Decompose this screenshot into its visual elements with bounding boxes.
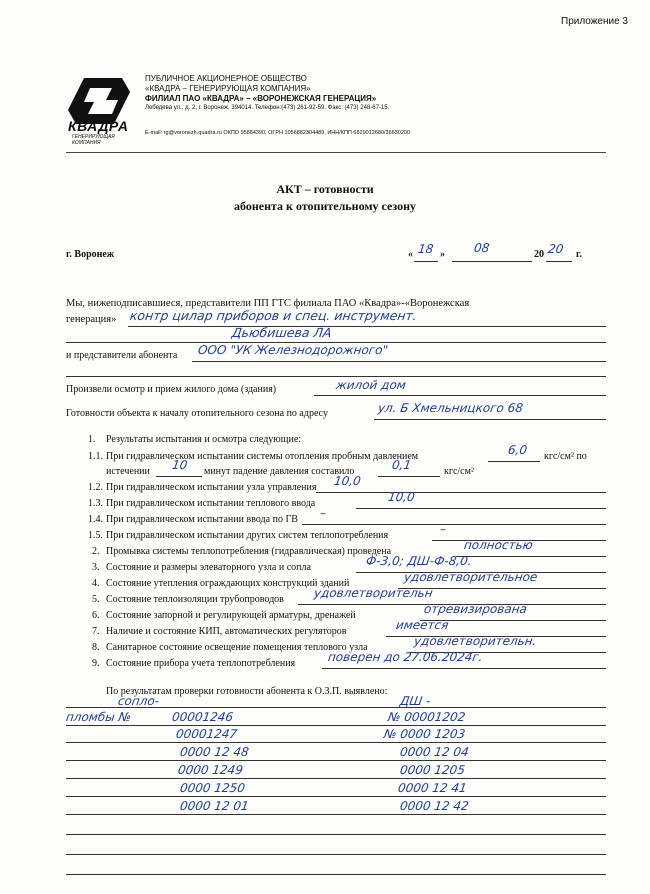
item-7-num: 7. [92,626,100,637]
seal-right-5: 0000 12 41 [397,781,468,795]
appendix-label: Приложение 3 [561,16,628,27]
item-1-5-num: 1.5. [88,530,103,541]
item-8-num: 8. [92,642,100,653]
item-1-4-num: 1.4. [88,514,103,525]
item-1-1b-hw-b: 0,1 [391,458,413,472]
item-1-1b-line-b [378,476,440,477]
date-close: » [440,249,445,260]
item-3-hw: Ф-3,0; ДШ-Ф-8,0. [365,554,473,568]
item-5-num: 5. [92,594,100,605]
intro-line-5 [314,395,606,396]
item-3-num: 3. [92,562,100,573]
item-6-hw: отревизирована [423,602,528,616]
findings-line-1 [66,725,606,726]
item-1-5-text: При гидравлическом испытании других систем теплопотребления [106,530,389,541]
org-line-3: ФИЛИАЛ ПАО «КВАДРА» – «ВОРОНЕЖСКАЯ ГЕНЕРАЦИЯ» [145,94,377,103]
header-divider [66,152,606,153]
date-suffix: г. [576,249,582,260]
item-3-text: Состояние и размеры элеваторного узла и сопла [106,562,311,573]
findings-line-3 [66,760,606,761]
date-open: « [408,249,413,260]
seal-left-6: 0000 12 01 [179,799,250,813]
intro-hw-4: жилой дом [335,378,407,392]
intro-text-2: генерация» [66,314,117,325]
findings-line-4 [66,778,606,779]
item-9-text: Состояние прибора учета теплопотребления [106,658,296,669]
findings-line-0 [66,707,606,708]
intro-line-4 [66,376,606,377]
seal-right-4: 0000 1205 [399,763,466,777]
findings-line-8 [66,854,606,855]
doc-title: АКТ – готовности [276,182,374,196]
findings-line-5 [66,796,606,797]
org-line-2: «КВАДРА – ГЕНЕРИРУЮЩАЯ КОМПАНИЯ» [145,84,311,93]
seal-left-1: 00001246 [171,710,235,724]
item-1-1-unit: кгс/см² по [544,451,587,462]
intro-line-3 [192,361,606,362]
item-1-4-hw: – [319,506,327,520]
item-1-text: Результаты испытания и осмотра следующие: [106,434,302,445]
logo-word: КВАДРА [68,118,129,134]
intro-text-1: Мы, нижеподписавшиеся, представители ПП ГТС филиала ПАО «Квадра»-«Воронежская [66,298,470,309]
findings-line-6 [66,814,606,815]
item-5-text: Состояние теплоизоляции трубопроводов [106,594,284,605]
intro-hw-1: контр цилар приборов и спец. инструмент. [128,308,418,323]
item-7-hw: имеется [395,618,450,632]
item-1-3-hw: 10,0 [387,490,416,504]
item-1-1b-text: истечении [106,466,150,477]
item-1-2-hw: 10,0 [333,474,362,488]
item-1-1b-unit: кгс/см² [444,466,474,477]
item-7-text: Наличие и состояние КИП, автоматических регуляторов [106,626,347,637]
item-4-text: Состояние утепления ограждающих конструкций зданий [106,578,350,589]
item-8-hw: удовлетворительн. [413,634,538,648]
intro-hw-3: ООО "УК Железнодорожного" [197,343,389,357]
doc-subtitle: абонента к отопительному сезону [234,199,416,213]
item-1-1-line [488,461,540,462]
seal-right-1: № 00001202 [387,710,467,724]
org-address: Лебедева ул., д. 2, г. Воронеж, 394014. Телефон:(473) 261-92-59. Факс: (473) 248-67-15. [145,105,390,111]
intro-line-1 [128,326,606,327]
org-contacts: E-mail: rg@voronezh.quadra.ru ОКПО 95884390, ОГРН 1056882304489, ИНН/КПП 6829012680/36630200 [145,130,411,136]
item-4-hw: удовлетворительное [403,570,539,584]
seal-left-2: 00001247 [175,727,239,741]
item-6-text: Состояние запорной и регулирующей арматуры, дренажей [106,610,356,621]
item-1-1b-text-b: минут падение давления составило [204,466,355,477]
findings-label: По результатам проверки готовности абонента к О.З.П. выявлено: [106,686,388,697]
intro-text-3: и представители абонента [66,350,178,361]
intro-hw-5: ул. Б Хмельницкого 68 [377,401,524,415]
item-1-1-hw: 6,0 [507,443,529,457]
date-year-line [546,261,572,262]
findings-line-7 [66,834,606,835]
findings-line-9 [66,874,606,875]
item-1-4-text: При гидравлическом испытании ввода по ГВ [106,514,298,525]
date-month-line [452,261,532,262]
seal-right-6: 0000 12 42 [399,799,470,813]
intro-line-6 [374,419,606,420]
item-1-1-num: 1.1. [88,451,103,462]
date-year: 20 [547,242,565,256]
item-1-1-text: При гидравлическом испытании системы отопления пробным давлением [106,451,419,462]
item-1-1b-line [156,476,202,477]
item-1-1b-hw: 10 [171,458,189,472]
seal-left-5: 0000 1250 [179,781,246,795]
date-year-prefix: 20 [534,249,544,260]
intro-text-4: Произвели осмотр и прием жилого дома (здания) [66,384,277,395]
item-5-hw: удовлетворительн [313,586,434,600]
item-2-line [456,556,606,557]
findings-prefix: пломбы № [65,710,133,724]
item-1-3-line [356,508,606,509]
item-1-3-text: При гидравлическом испытании теплового ввода [106,498,316,509]
date-day-line [414,261,438,262]
seal-left-3: 0000 12 48 [179,745,250,759]
findings-line-2 [66,742,606,743]
date-day: 18 [417,242,435,256]
item-2-text: Промывка системы теплопотребления (гидравлическая) проведена [106,546,392,557]
org-line-1: ПУБЛИЧНОЕ АКЦИОНЕРНОЕ ОБЩЕСТВО [145,74,307,83]
item-1-5-hw: – [439,522,447,536]
findings-head-left: сопло- [117,694,161,708]
intro-hw-2: Дьюбишева ЛА [230,325,333,340]
item-2-hw: полностью [463,538,534,552]
seal-right-2: № 0000 1203 [383,727,467,741]
organization-block [145,74,389,113]
item-1-4-line [302,524,606,525]
item-4-num: 4. [92,578,100,589]
intro-text-5: Готовности объекта к началу отопительного сезона по адресу [66,408,328,419]
seal-right-3: 0000 12 04 [399,745,470,759]
item-9-hw: поверен до 27.06.2024г. [327,650,484,664]
findings-head-right: ДШ - [399,694,432,708]
seal-left-4: 0000 1249 [177,763,244,777]
item-8-text: Санитарное состояние освещение помещения теплового узла [106,642,368,653]
item-1-2-line [316,492,606,493]
item-6-num: 6. [92,610,100,621]
place: г. Воронеж [66,249,115,260]
item-9-line [322,668,606,669]
item-9-num: 9. [92,658,100,669]
date-month: 08 [473,241,491,255]
item-1-3-num: 1.3. [88,498,103,509]
item-1-num: 1. [88,434,96,445]
item-1-2-num: 1.2. [88,482,103,493]
item-2-num: 2. [92,546,100,557]
logo-subtitle: ГЕНЕРИРУЮЩАЯ КОМПАНИЯ [72,134,115,146]
item-1-2-text: При гидравлическом испытании узла управления [106,482,317,493]
